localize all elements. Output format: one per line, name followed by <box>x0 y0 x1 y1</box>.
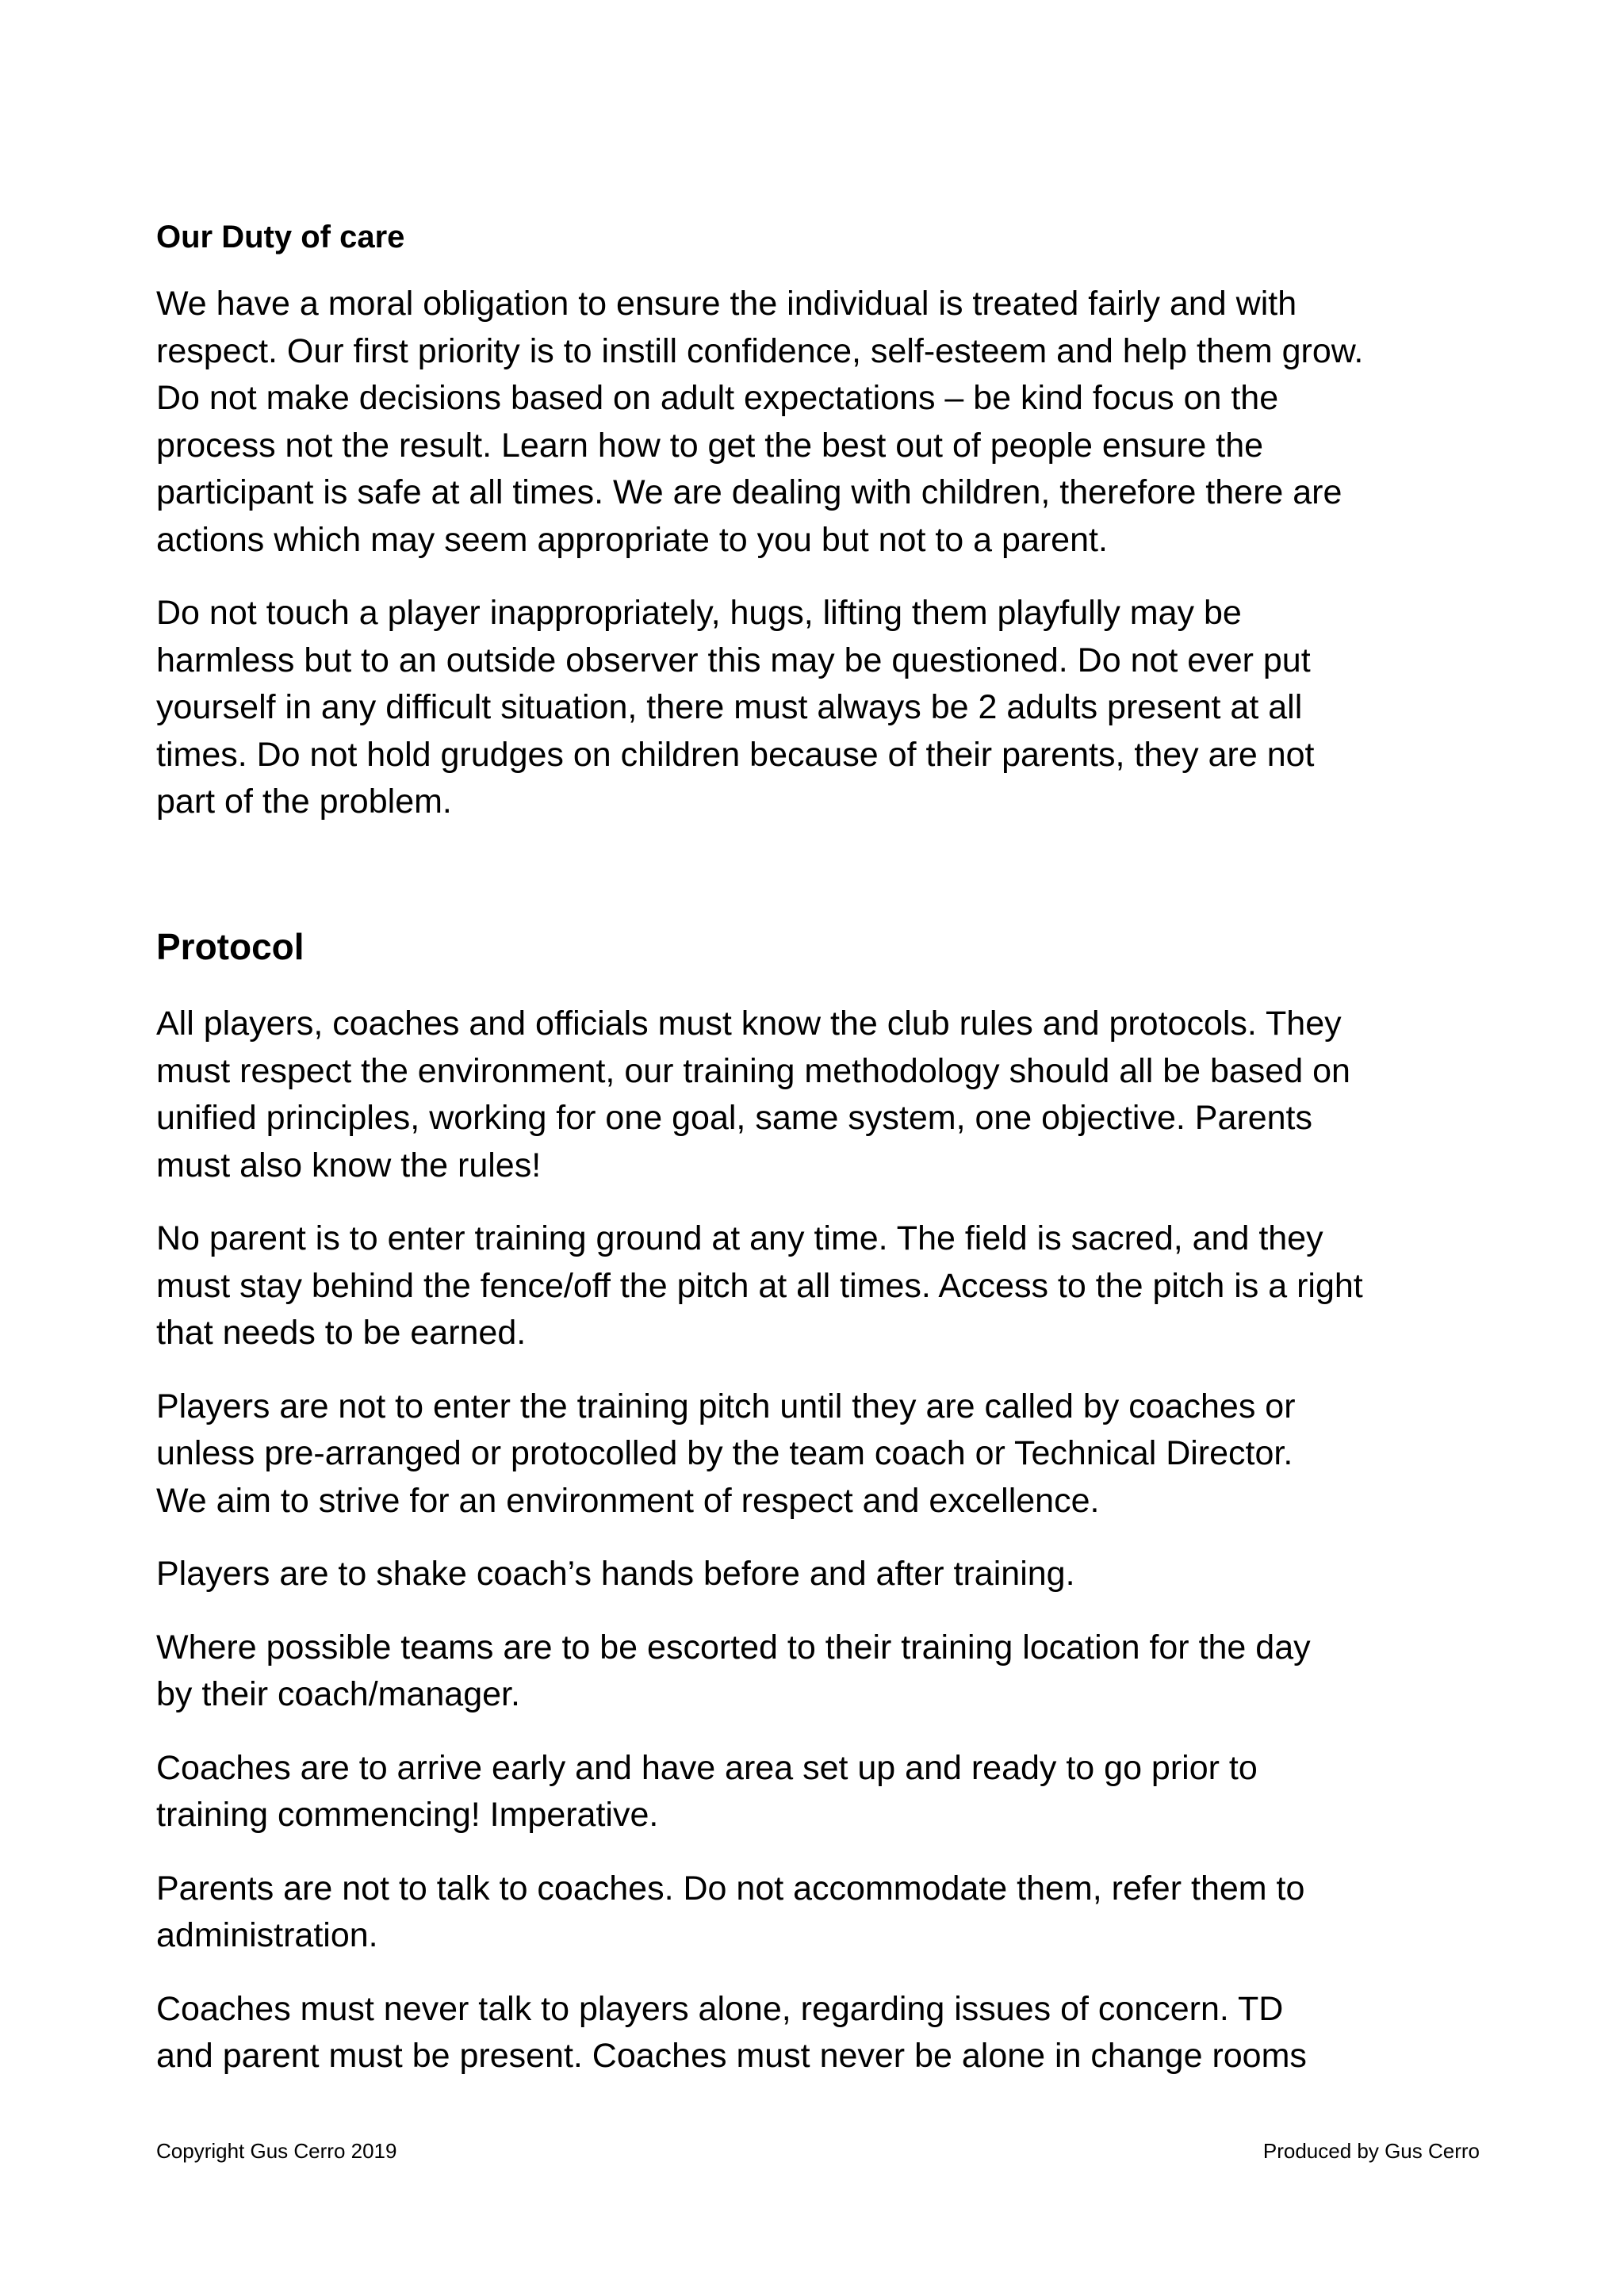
text-line: participant is safe at all times. We are dealing with children, therefore there are <box>156 473 1342 511</box>
text-line: administration. <box>156 1916 378 1954</box>
footer-copyright: Copyright Gus Cerro 2019 <box>156 2139 397 2163</box>
text-line: harmless but to an outside observer this may be questioned. Do not ever put <box>156 641 1311 679</box>
text-line: Players are to shake coach’s hands before and after training. <box>156 1555 1075 1593</box>
text-line: unless pre-arranged or protocolled by the team coach or Technical Director. <box>156 1434 1293 1472</box>
duty-paragraph-2 <box>156 590 1488 826</box>
text-line: and parent must be present. Coaches must never be alone in change rooms <box>156 2037 1307 2075</box>
text-line: must stay behind the fence/off the pitch at all times. Access to the pitch is a right <box>156 1266 1363 1305</box>
text-line: Do not make decisions based on adult expectations – be kind focus on the <box>156 379 1279 417</box>
protocol-paragraph-5 <box>156 1624 1488 1719</box>
text-line: respect. Our first priority is to instill confidence, self-esteem and help them grow. <box>156 331 1364 370</box>
text-line: We aim to strive for an environment of respect and excellence. <box>156 1481 1100 1520</box>
protocol-paragraph-3 <box>156 1383 1488 1525</box>
text-line: times. Do not hold grudges on children because of their parents, they are not <box>156 735 1315 774</box>
protocol-paragraph-7 <box>156 1866 1488 1960</box>
text-line: yourself in any difficult situation, there must always be 2 adults present at all <box>156 688 1303 726</box>
text-line: unified principles, working for one goal, same system, one objective. Parents <box>156 1099 1312 1137</box>
protocol-section <box>156 1001 1488 2107</box>
text-line: must respect the environment, our training methodology should all be based on <box>156 1051 1350 1090</box>
text-line: Players are not to enter the training pitch until they are called by coaches or <box>156 1387 1296 1425</box>
footer-producer: Produced by Gus Cerro <box>1262 2139 1480 2163</box>
text-line: process not the result. Learn how to get the best out of people ensure the <box>156 426 1264 465</box>
text-line: must also know the rules! <box>156 1146 542 1184</box>
text-line: All players, coaches and officials must know the club rules and protocols. They <box>156 1004 1342 1043</box>
protocol-paragraph-4 <box>156 1551 1488 1598</box>
duty-paragraph-1 <box>156 281 1488 564</box>
text-line: Parents are not to talk to coaches. Do not accommodate them, refer them to <box>156 1869 1305 1908</box>
text-line: Coaches must never talk to players alone, regarding issues of concern. TD <box>156 1989 1284 2028</box>
protocol-paragraph-1 <box>156 1001 1488 1189</box>
text-line: part of the problem. <box>156 783 452 821</box>
protocol-heading: Protocol <box>156 926 304 967</box>
text-line: that needs to be earned. <box>156 1314 527 1352</box>
text-line: actions which may seem appropriate to you but not to a parent. <box>156 520 1108 559</box>
document-page <box>156 214 1488 2075</box>
text-line: Do not touch a player inappropriately, hugs, lifting them playfully may be <box>156 594 1242 632</box>
text-line: No parent is to enter training ground at any time. The field is sacred, and they <box>156 1219 1323 1257</box>
protocol-paragraph-2 <box>156 1215 1488 1357</box>
text-line: by their coach/manager. <box>156 1675 520 1713</box>
text-line: Coaches are to arrive early and have area set up and ready to go prior to <box>156 1748 1258 1787</box>
protocol-paragraph-8 <box>156 1986 1488 2080</box>
text-line: training commencing! Imperative. <box>156 1796 659 1834</box>
duty-of-care-heading: Our Duty of care <box>156 220 405 254</box>
protocol-paragraph-6 <box>156 1745 1488 1839</box>
text-line: Where possible teams are to be escorted to their training location for the day <box>156 1628 1311 1667</box>
text-line: We have a moral obligation to ensure the individual is treated fairly and with <box>156 285 1297 323</box>
